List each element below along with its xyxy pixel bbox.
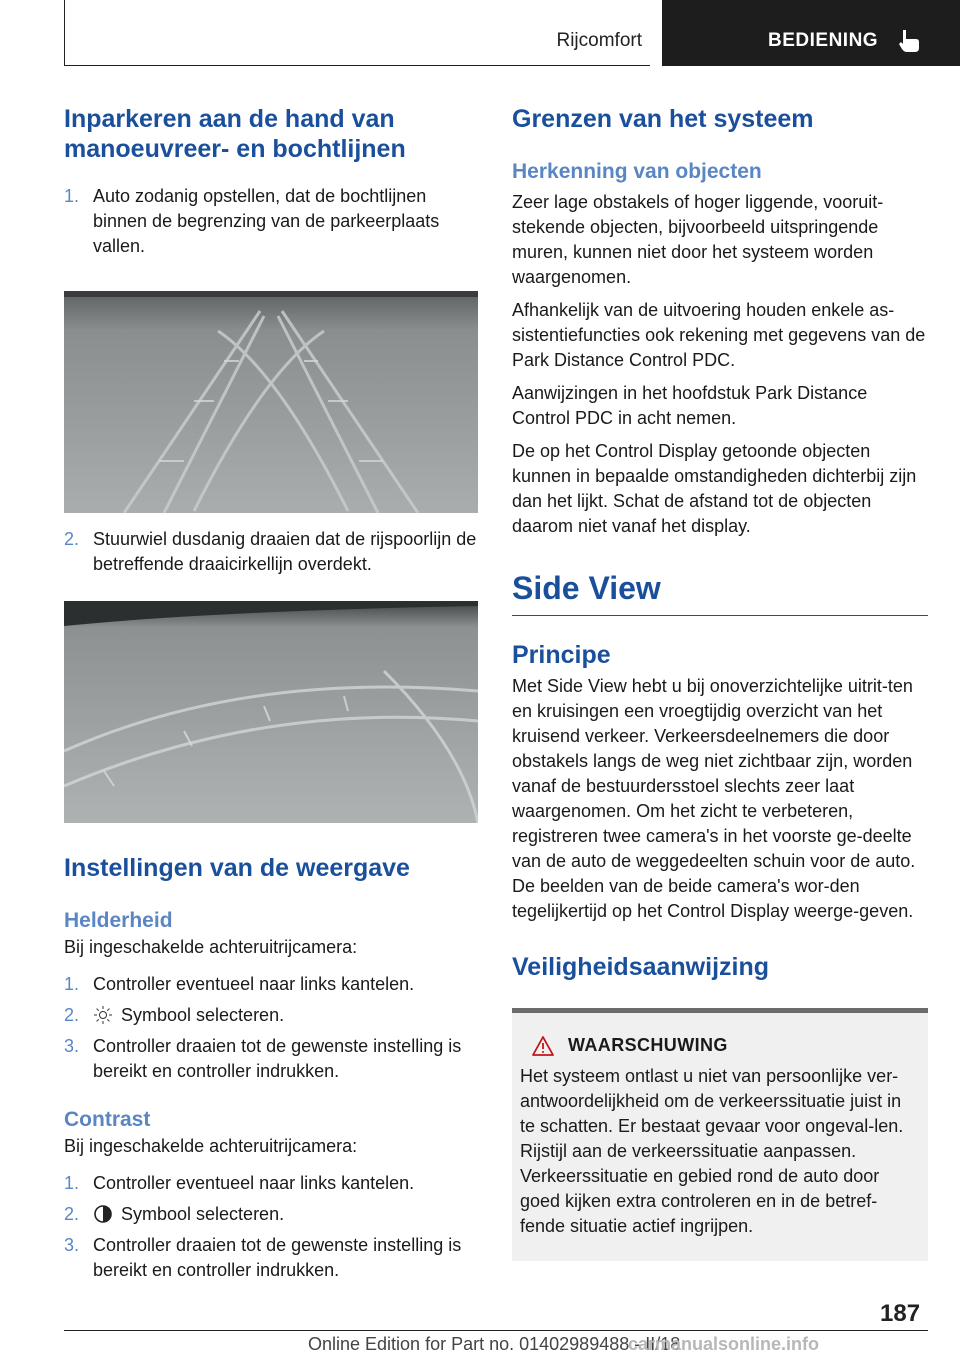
step-text: Stuurwiel dusdanig draaien dat de rijspoorlijn de betreffende draaicirkellijn overdekt. <box>93 529 477 574</box>
step-number: 1. <box>64 186 80 206</box>
warning-box <box>512 1013 928 1261</box>
paragraph: Afhankelijk van de uitvoering houden enkele as-sistentiefuncties ook rekening met gegevens van de Park Distance Control PDC. <box>512 300 926 370</box>
subheading-contrast: Contrast <box>64 1108 151 1131</box>
footer-rule <box>64 1330 928 1331</box>
brightness-intro: Bij ingeschakelde achteruitrijcamera: <box>64 937 358 957</box>
camera-image-parking-lines <box>64 291 478 513</box>
list-item <box>64 184 478 259</box>
footer-edition: Online Edition for Part no. 01402989488 - II/18 <box>308 1334 681 1354</box>
warning-title: WAARSCHUWING <box>568 1035 728 1055</box>
warning-triangle-icon <box>532 1036 554 1056</box>
section-rule <box>512 615 928 616</box>
step-text: Symbool selecteren. <box>121 1005 285 1025</box>
step-number: 2. <box>64 1005 80 1025</box>
heading-display-settings: Instellingen van de weergave <box>64 854 410 882</box>
camera-image-steering-lines <box>64 601 478 823</box>
subheading-brightness: Helderheid <box>64 909 173 932</box>
subheading-object-detection: Herkenning van objecten <box>512 160 762 183</box>
left-column <box>64 104 478 1283</box>
list-item <box>64 1233 478 1283</box>
paragraph: Met Side View hebt u bij onoverzichtelijke uitrit-ten en kruisingen een vroegtijdig overzicht van het kruisend verkeer. Verkeersdeelnemers die door obstakels langs de weg niet zichtbaar zijn, worden vanaf de bestuurdersstoel slechts zeer laat waargenomen. Om het zicht te verbeteren, registreren twee camera's in het voorste ge-deelte van de auto de weggedeelten schuin voor de auto. De beelden van de beide camera's wor-den tegelijkertijd op het Control Display weerge-geven. <box>512 676 916 921</box>
step-text: Controller draaien tot de gewenste instelling is bereikt en controller indrukken. <box>93 1036 462 1081</box>
list-item <box>64 972 478 997</box>
step-number: 3. <box>64 1235 80 1255</box>
warning-text: Het systeem ontlast u niet van persoonlijke ver-antwoordelijkheid om de verkeerssituatie juist in te schatten. Er bestaat gevaar voor ongeval-len. Rijstijl aan de verkeerssituatie aanpassen. Verkeerssituatie en gebied rond de auto door goed kijken extra controleren en in de betref-fende situatie actief ingrijpen. <box>520 1066 904 1236</box>
list-item <box>64 1171 478 1196</box>
step-number: 1. <box>64 974 80 994</box>
contrast-intro: Bij ingeschakelde achteruitrijcamera: <box>64 1136 358 1156</box>
step-number: 1. <box>64 1173 80 1193</box>
paragraph: Aanwijzingen in het hoofdstuk Park Distance Control PDC in acht nemen. <box>512 383 868 428</box>
heading-parking-lines: Inparkeren aan de hand van manoeuvreer- en bochtlijnen <box>64 105 406 163</box>
paragraph: De op het Control Display getoonde objecten kunnen in bepaalde omstandigheden dichterbij zijn dan het lijkt. Schat de afstand tot de objecten daarom niet vanaf het display. <box>512 441 917 536</box>
sun-icon <box>93 1005 113 1025</box>
right-column <box>512 104 928 1261</box>
step-number: 3. <box>64 1036 80 1056</box>
list-item <box>64 1034 478 1084</box>
heading-principle: Principe <box>512 641 611 669</box>
list-item <box>64 1202 478 1227</box>
list-item <box>64 527 478 577</box>
header-section-title: Rijcomfort <box>556 30 642 51</box>
step-text: Controller eventueel naar links kantelen. <box>93 1173 415 1193</box>
step-text: Controller draaien tot de gewenste instelling is bereikt en controller indrukken. <box>93 1235 462 1280</box>
list-item <box>64 1003 478 1028</box>
step-text: Controller eventueel naar links kantelen. <box>93 974 415 994</box>
heading-safety-notice: Veiligheidsaanwijzing <box>512 953 770 981</box>
step-text: Auto zodanig opstellen, dat de bochtlijnen binnen de begrenzing van de parkeerplaats vallen. <box>93 186 440 256</box>
pointing-hand-icon <box>896 28 922 54</box>
watermark: carmanualsonline.info <box>628 1334 820 1354</box>
step-number: 2. <box>64 529 80 549</box>
page-number: 187 <box>880 1300 921 1327</box>
contrast-icon <box>93 1204 113 1224</box>
step-number: 2. <box>64 1204 80 1224</box>
paragraph: Zeer lage obstakels of hoger liggende, vooruit-stekende objecten, bijvoorbeeld uitspringende muren, kunnen niet door het systeem worden waargenomen. <box>512 192 884 287</box>
heading-side-view: Side View <box>512 570 661 606</box>
heading-system-limits: Grenzen van het systeem <box>512 105 814 133</box>
step-text: Symbool selecteren. <box>121 1204 285 1224</box>
header-chapter-title: BEDIENING <box>768 30 879 51</box>
